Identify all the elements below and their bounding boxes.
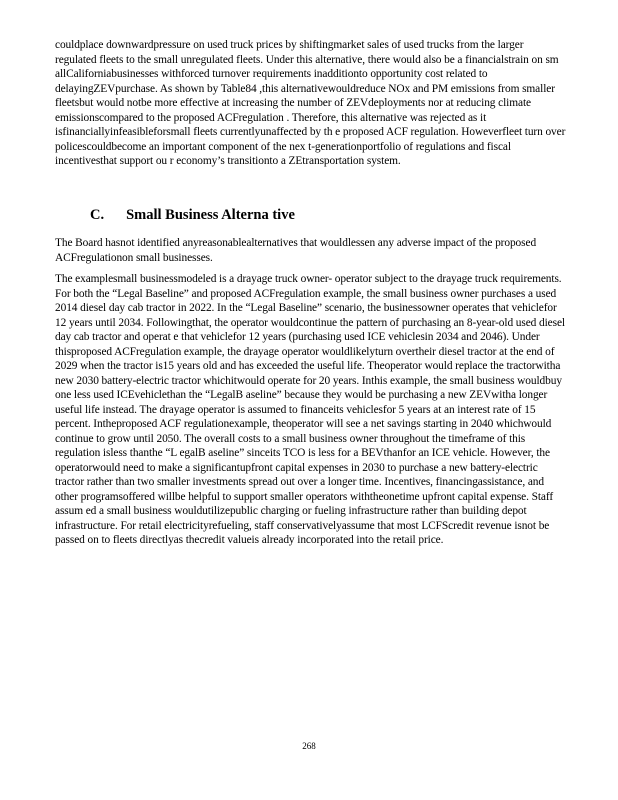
body-paragraph-fleet-turnover-alternative: couldplace downwardpressure on used truck prices by shiftingmarket sales of used trucks from the larger regulated fleets to the small unregulated fleets. Under this alternative, there would also be a financialstrain on sm allCaliforniabusinesses withforced turnover requirements inadditionto opportunity cost related to delayingZEVpurchase. As shown by Table84 ,this alternativewouldreduce NOx and PM emissions from smaller fleetsbut would notbe more effective at increasing the number of ZEVdeployments nor at reducing climate emissionscompared to the proposed ACFregulation . Therefore, this alternative was rejected as it isfinanciallyinfeasibleforsmall fleets currentlyunaffected by th e proposed ACF regulation. Howeverfleet turn over policescouldbecome an important component of the nex t-generationportfolio of regulations and fiscal incentivesthat support ou r economy’s transitionto a ZEtransportation system. — [55, 39, 566, 167]
section-number: C. — [90, 207, 105, 223]
section-heading — [90, 206, 295, 224]
page-number: 268 — [302, 741, 316, 751]
section-title: Small Business Alterna tive — [126, 207, 295, 223]
body-paragraph-small-business-example: The examplesmall businessmodeled is a drayage truck owner- operator subject to the drayage truck requirements. For both the “Legal Baseline” and proposed ACFregulation example, the small business owner purchases a used 2014 diesel day cab tractor in 2022. In the “Legal Baseline” scenario, the businessowner operates that vehiclefor 12 years until 2034. Followingthat, the operator wouldcontinue the pattern of purchasing an 8-year-old used diesel day cab tractor and operat e that vehiclefor 12 years (purchasing used ICE vehiclesin 2034 and 2046). Under thisproposed ACFregulation example, the drayage operator wouldlikelyturn overtheir diesel tractor at the end of 2029 when the tractor is15 years old and has exceeded the useful life. Theoperator would replace the tractorwitha new 2030 battery-electric tractor whichitwould operate for 20 years. Inthis example, the small business wouldbuy one less used ICEvehiclethan the “LegalB aseline” because they would be purchasing a new ZEVwitha longer useful life instead. The drayage operator is assumed to financeits vehiclesfor 5 years at an interest rate of 15 percent. Intheproposed ACF regulationexample, theoperator will see a net savings starting in 2040 whichwould continue to grow until 2050. The overall costs to a small business owner throughout the timeframe of this regulation isless thanthe “L egalB aseline” sinceits TCO is less for a BEVthanfor an ICE vehicle. However, the operatorwould need to make a significantupfront capital expenses in 2030 to purchase a new battery-electric tractor rather than two smaller investments spread out over a longer time. Incentives, financingassistance, and other programsoffered willbe helpful to support smaller operators withtheonetime upfront capital expense. Staff assum ed a small business wouldutilizepublic charging or fueling infrastructure rather than building depot infrastructure. For retail electricityrefueling, staff conservativelyassume that most LCFScredit revenue isnot be passed on to fleets directlyas thecredit valueis already incorporated into the retail price. — [55, 273, 565, 546]
body-paragraph-board-statement: The Board hasnot identified anyreasonablealternatives that wouldlessen any adverse impact of the proposed ACFregulationon small businesses. — [55, 237, 537, 264]
